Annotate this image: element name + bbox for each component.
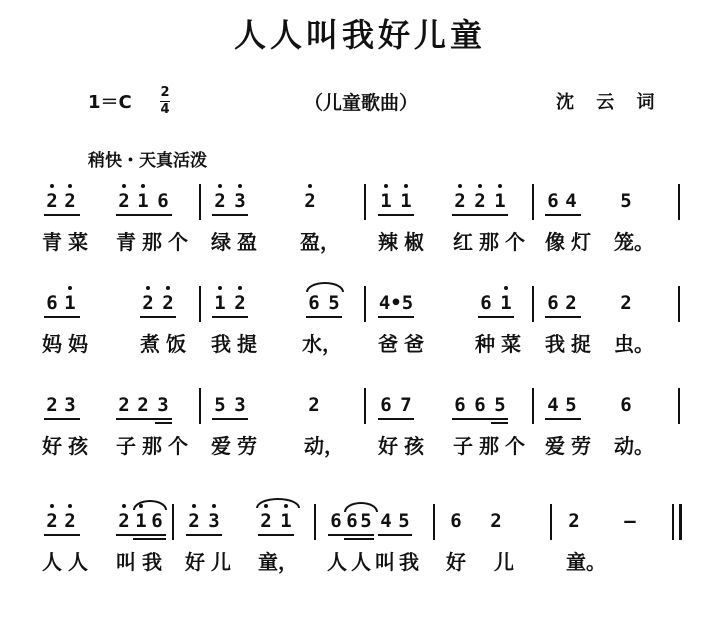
lyric: 绿 <box>211 230 231 254</box>
lyric: 种 <box>475 332 495 356</box>
note: 2 <box>454 190 466 212</box>
note: 2 <box>214 190 226 212</box>
time-signature <box>160 86 170 117</box>
octave-dot <box>122 504 126 508</box>
beam <box>328 534 374 536</box>
lyric: 那 <box>479 434 499 458</box>
lyric: 椒 <box>404 230 424 254</box>
barline <box>199 184 201 220</box>
lyric: 菜 <box>68 230 88 254</box>
lyric: 个 <box>505 230 525 254</box>
octave-dot <box>50 504 54 508</box>
beam <box>378 316 414 318</box>
key-signature: 1＝C <box>88 92 132 113</box>
lyric: 像 <box>545 230 565 254</box>
beam <box>452 214 508 216</box>
barline <box>199 388 201 424</box>
beam <box>478 316 514 318</box>
lyric: 我 <box>142 550 162 574</box>
octave-dot <box>146 286 150 290</box>
lyric: 好 <box>42 434 62 458</box>
beam <box>44 534 80 536</box>
note: 2 <box>565 292 577 314</box>
note: 2 <box>474 190 486 212</box>
barline <box>364 286 366 322</box>
note: 4 <box>380 510 392 532</box>
lyric: 动。 <box>614 434 654 458</box>
beam <box>545 418 581 420</box>
lyric: 爸 <box>378 332 398 356</box>
lyric: 水， <box>302 332 342 356</box>
note: 6 <box>620 394 632 416</box>
lyric: 人 <box>351 550 371 574</box>
octave-dot <box>238 184 242 188</box>
lyric: 灯 <box>571 230 591 254</box>
octave-dot <box>68 286 72 290</box>
lyric: 儿 <box>494 550 514 574</box>
barline <box>433 504 435 540</box>
lyric: 人 <box>327 550 347 574</box>
note: 1 <box>137 190 149 212</box>
octave-dot <box>141 184 145 188</box>
lyric: 好 <box>446 550 466 574</box>
note: 4 <box>547 394 559 416</box>
note: 1 <box>135 510 147 532</box>
barline <box>532 388 534 424</box>
lyric: 青 <box>116 230 136 254</box>
lyric: 童。 <box>566 550 606 574</box>
lyric: 爱 <box>545 434 565 458</box>
note: 6 <box>480 292 492 314</box>
beam <box>116 534 166 536</box>
octave-dot <box>218 184 222 188</box>
note: 6 <box>474 394 486 416</box>
note: 2 <box>490 510 502 532</box>
lyric: 盈， <box>300 230 340 254</box>
note: 6 <box>308 292 320 314</box>
lyric: 童， <box>258 550 298 574</box>
note: 2 <box>118 394 130 416</box>
octave-dot <box>68 184 72 188</box>
note: 2 <box>64 510 76 532</box>
note: 2 <box>260 510 272 532</box>
slur <box>306 282 344 292</box>
beam <box>378 214 414 216</box>
note: 2 <box>137 394 149 416</box>
note: 1 <box>500 292 512 314</box>
note: 6 <box>151 510 163 532</box>
lyric: 盈 <box>237 230 257 254</box>
note: 1 <box>380 190 392 212</box>
lyric: 那 <box>142 434 162 458</box>
song-title: 人人叫我好儿童 <box>233 16 486 54</box>
note: 2 <box>46 510 58 532</box>
beam <box>116 418 172 420</box>
note: 2 <box>142 292 154 314</box>
lyric: 菜 <box>501 332 521 356</box>
note: 6 <box>346 510 358 532</box>
note: 2 <box>46 190 58 212</box>
beam <box>258 534 294 536</box>
lyric: 妈 <box>42 332 62 356</box>
barline <box>364 184 366 220</box>
note: 5 <box>620 190 632 212</box>
note: 2 <box>162 292 174 314</box>
note: 6 <box>450 510 462 532</box>
note: 1 <box>400 190 412 212</box>
lyric: 人 <box>68 550 88 574</box>
note: 2 <box>308 394 320 416</box>
beam <box>378 418 414 420</box>
beam <box>212 316 248 318</box>
note: 6 <box>380 394 392 416</box>
beam-sixteenth <box>133 538 166 540</box>
note: 3 <box>157 394 169 416</box>
lyric: 子 <box>453 434 473 458</box>
note: 5 <box>328 292 340 314</box>
octave-dot <box>122 184 126 188</box>
time-signature-top: 2 <box>160 85 170 100</box>
octave-dot <box>192 504 196 508</box>
beam <box>212 214 248 216</box>
note: 2 <box>304 190 316 212</box>
note: 5 <box>360 510 372 532</box>
lyric: 我 <box>545 332 565 356</box>
note: 2 <box>118 190 130 212</box>
final-barline <box>679 504 682 540</box>
note: 5 <box>214 394 226 416</box>
lyric: 子 <box>116 434 136 458</box>
lyric: 笼。 <box>614 230 654 254</box>
barline <box>678 388 680 424</box>
barline <box>314 504 316 540</box>
lyric: 捉 <box>571 332 591 356</box>
barline <box>672 504 674 540</box>
beam <box>44 214 80 216</box>
octave-dot <box>238 286 242 290</box>
note: 1 <box>214 292 226 314</box>
beam <box>44 418 80 420</box>
octave-dot <box>212 504 216 508</box>
note: 6 <box>547 292 559 314</box>
lyric: 好 <box>378 434 398 458</box>
beam-sixteenth <box>491 422 508 424</box>
note: 1 <box>280 510 292 532</box>
note: 2 <box>620 292 632 314</box>
note: 3 <box>234 394 246 416</box>
barline <box>364 388 366 424</box>
barline <box>678 286 680 322</box>
note: 3 <box>64 394 76 416</box>
octave-dot <box>308 184 312 188</box>
note: 6 <box>547 190 559 212</box>
barline <box>199 286 201 322</box>
lyric: 爸 <box>404 332 424 356</box>
octave-dot <box>504 286 508 290</box>
note: 6 <box>454 394 466 416</box>
beam <box>306 316 342 318</box>
lyric: 青 <box>42 230 62 254</box>
note: 1 <box>494 190 506 212</box>
beam <box>545 214 581 216</box>
octave-dot <box>498 184 502 188</box>
beam <box>44 316 80 318</box>
barline <box>532 286 534 322</box>
lyric: 孩 <box>68 434 88 458</box>
octave-dot <box>458 184 462 188</box>
lyric: 好 <box>185 550 205 574</box>
barline <box>550 504 552 540</box>
beam-sixteenth <box>344 538 374 540</box>
lyric: 那 <box>479 230 499 254</box>
note: 6 <box>330 510 342 532</box>
octave-dot <box>478 184 482 188</box>
note: 7 <box>400 394 412 416</box>
octave-dot <box>50 184 54 188</box>
note: 2 <box>118 510 130 532</box>
lyric: 红 <box>453 230 473 254</box>
lyric: 叫 <box>116 550 136 574</box>
beam <box>452 418 508 420</box>
barline <box>678 184 680 220</box>
time-signature-bottom: 4 <box>160 102 170 117</box>
beam <box>116 214 172 216</box>
lyric: 儿 <box>211 550 231 574</box>
note: 6 <box>46 292 58 314</box>
barline <box>532 184 534 220</box>
lyric: 劳 <box>237 434 257 458</box>
beam-sixteenth <box>155 422 172 424</box>
lyric: 爱 <box>211 434 231 458</box>
beam <box>545 316 581 318</box>
note: 4 <box>565 190 577 212</box>
octave-dot <box>218 286 222 290</box>
note: 3 <box>234 190 246 212</box>
lyric: 叫 <box>375 550 395 574</box>
slur <box>256 498 300 508</box>
note: 1 <box>64 292 76 314</box>
note: 2 <box>568 510 580 532</box>
octave-dot <box>404 184 408 188</box>
score-system-3 <box>0 384 720 474</box>
note: 2 <box>234 292 246 314</box>
lyric: 提 <box>237 332 257 356</box>
lyric: 辣 <box>378 230 398 254</box>
lyric: 个 <box>168 434 188 458</box>
lyricist-credit: 沈 云 词 <box>556 92 663 113</box>
lyric: 劳 <box>571 434 591 458</box>
lyric: 饭 <box>166 332 186 356</box>
octave-dot <box>68 504 72 508</box>
note: 4•5 <box>378 292 414 314</box>
barline <box>172 504 174 540</box>
genre-label: （儿童歌曲） <box>304 92 419 114</box>
note: 3 <box>208 510 220 532</box>
lyric: 妈 <box>68 332 88 356</box>
note: 2 <box>46 394 58 416</box>
slur <box>133 500 167 510</box>
lyric: 我 <box>211 332 231 356</box>
lyric: 孩 <box>404 434 424 458</box>
lyric: 那 <box>142 230 162 254</box>
lyric: 个 <box>505 434 525 458</box>
lyric: 个 <box>168 230 188 254</box>
lyric: 煮 <box>140 332 160 356</box>
score-system-1 <box>0 180 720 270</box>
score-system-2 <box>0 282 720 372</box>
lyric: 人 <box>42 550 62 574</box>
dash-note: — <box>624 510 636 532</box>
beam <box>140 316 176 318</box>
octave-dot <box>384 184 388 188</box>
lyric: 动， <box>304 434 344 458</box>
slur <box>344 502 378 512</box>
lyric: 虫。 <box>614 332 654 356</box>
note: 2 <box>64 190 76 212</box>
beam <box>212 418 248 420</box>
octave-dot <box>166 286 170 290</box>
note: 5 <box>398 510 410 532</box>
beam <box>186 534 222 536</box>
note: 5 <box>494 394 506 416</box>
score-system-4 <box>0 500 720 590</box>
beam <box>378 534 412 536</box>
tempo-marking: 稍快・天真活泼 <box>88 151 207 171</box>
note: 5 <box>565 394 577 416</box>
note: 6 <box>157 190 169 212</box>
lyric: 我 <box>399 550 419 574</box>
note: 2 <box>188 510 200 532</box>
